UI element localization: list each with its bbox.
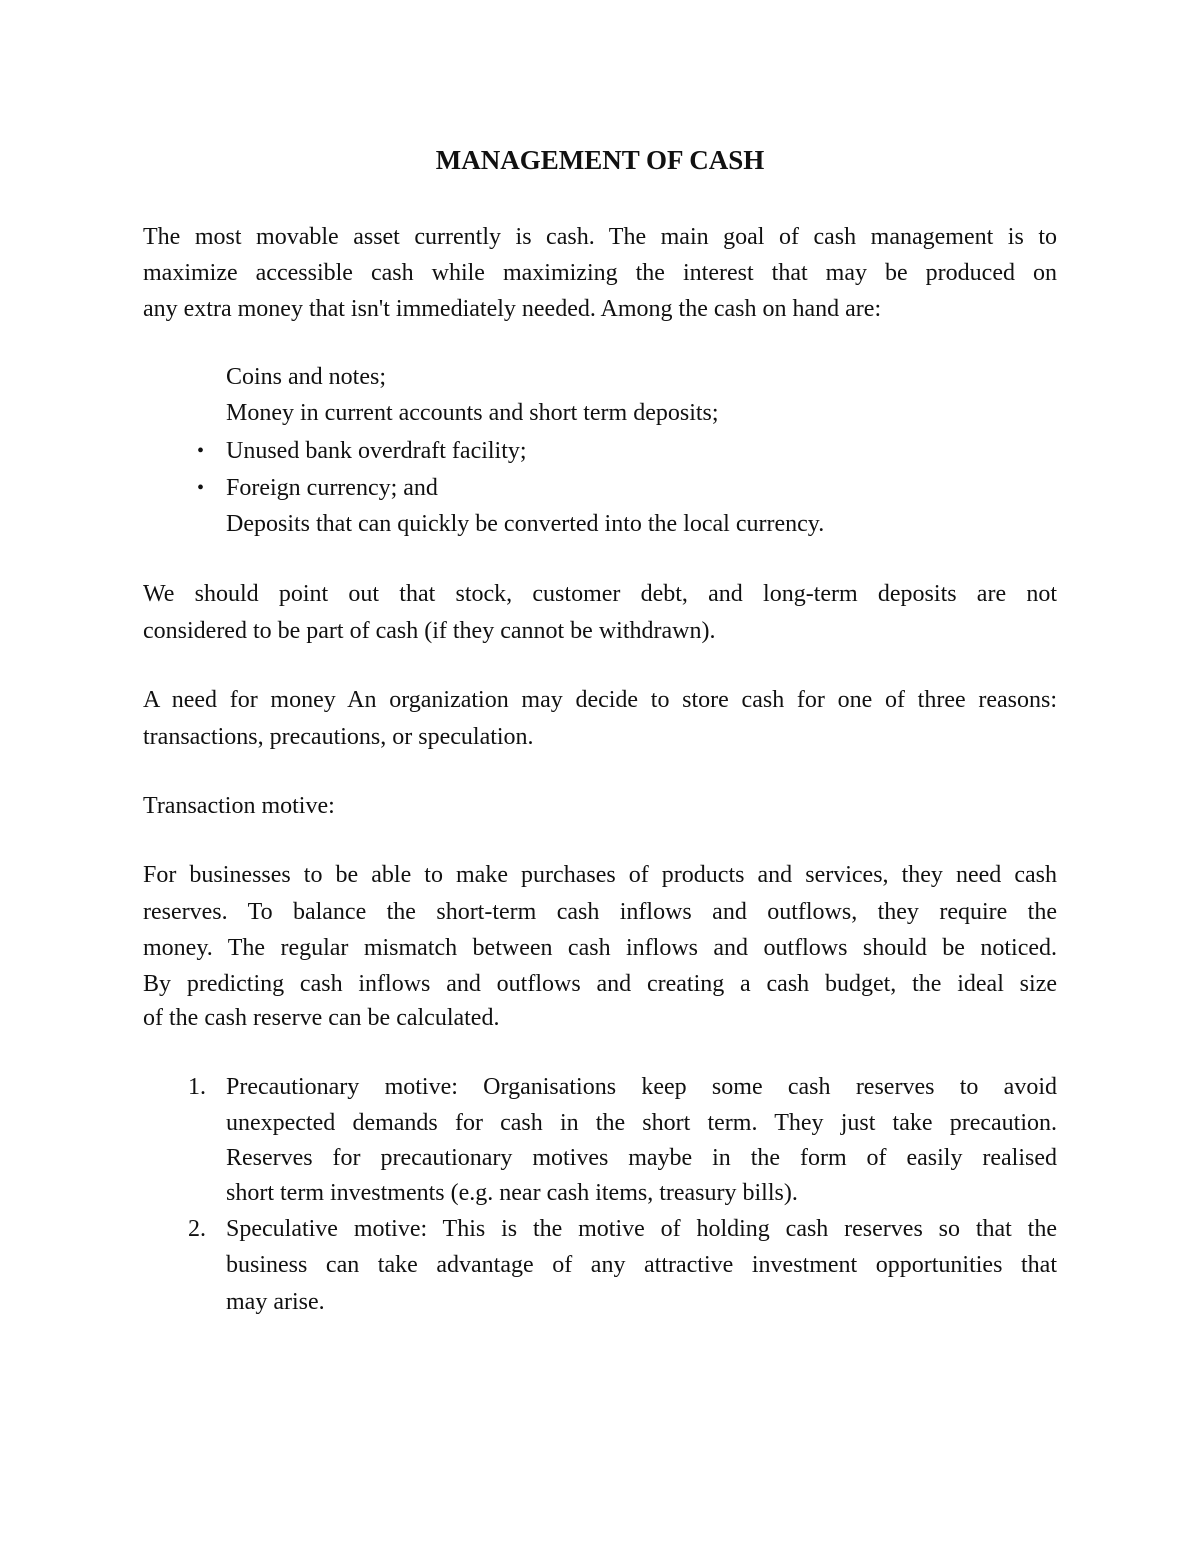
list-item: Unused bank overdraft facility; (226, 438, 527, 464)
paragraph-line: any extra money that isn't immediately needed. Among the cash on hand are: (143, 296, 882, 322)
paragraph-line: money. The regular mismatch between cash inflows and outflows should be noticed. (143, 935, 1057, 961)
numbered-item-line: short term investments (e.g. near cash items, treasury bills). (226, 1180, 798, 1206)
bullet-icon: • (197, 440, 205, 462)
paragraph-line: For businesses to be able to make purchases of products and services, they need cash (143, 862, 1057, 888)
list-item: Foreign currency; and (226, 475, 438, 501)
paragraph-line: The most movable asset currently is cash. The main goal of cash management is to (143, 224, 1057, 250)
section-heading: Transaction motive: (143, 793, 335, 819)
paragraph-line: considered to be part of cash (if they cannot be withdrawn). (143, 618, 716, 644)
list-number: 1. (188, 1074, 206, 1100)
numbered-item-line: Precautionary motive: Organisations keep some cash reserves to avoid (226, 1074, 1057, 1100)
paragraph-line: of the cash reserve can be calculated. (143, 1005, 500, 1031)
paragraph-line: We should point out that stock, customer debt, and long-term deposits are not (143, 581, 1057, 607)
page-title: MANAGEMENT OF CASH (435, 145, 765, 175)
bullet-icon: • (197, 477, 205, 499)
paragraph-line: reserves. To balance the short-term cash inflows and outflows, they require the (143, 899, 1057, 925)
paragraph-line: transactions, precautions, or speculation. (143, 724, 534, 750)
numbered-item-line: Reserves for precautionary motives maybe in the form of easily realised (226, 1145, 1057, 1171)
numbered-item-line: unexpected demands for cash in the short term. They just take precaution. (226, 1110, 1057, 1136)
list-item: Money in current accounts and short term deposits; (226, 400, 719, 426)
numbered-item-line: may arise. (226, 1289, 325, 1315)
paragraph-line: A need for money An organization may decide to store cash for one of three reasons: (143, 687, 1057, 713)
list-item: Coins and notes; (226, 364, 386, 390)
paragraph-line: By predicting cash inflows and outflows and creating a cash budget, the ideal size (143, 971, 1057, 997)
numbered-item-line: Speculative motive: This is the motive of holding cash reserves so that the (226, 1216, 1057, 1242)
list-item: Deposits that can quickly be converted into the local currency. (226, 511, 825, 537)
numbered-item-line: business can take advantage of any attractive investment opportunities that (226, 1252, 1057, 1278)
list-number: 2. (188, 1216, 206, 1242)
paragraph-line: maximize accessible cash while maximizing the interest that may be produced on (143, 260, 1057, 286)
